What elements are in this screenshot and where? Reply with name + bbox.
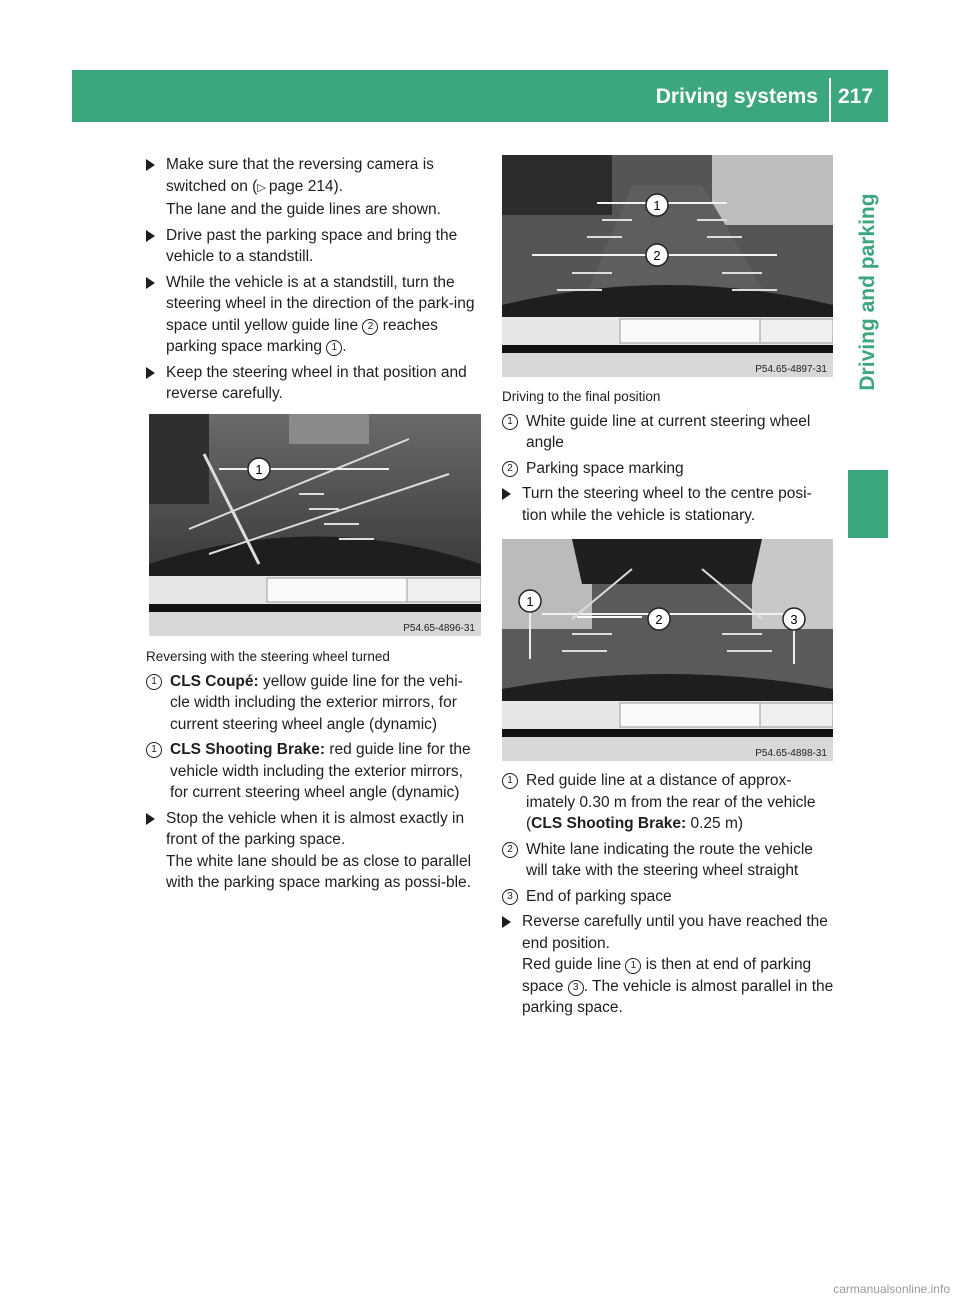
right-column-lower — [502, 770, 836, 1023]
image-marker: 1 — [653, 198, 661, 213]
step-item: Stop the vehicle when it is almost exactly in front of the parking space. The white lane should be as close to parallel with the parking space marking as possi-ble. — [146, 808, 482, 894]
step-item: Reverse carefully until you have reached the end position. Red guide line 1 is then at end of parking space 3 . The vehicle is almost parallel in the parking space. — [502, 911, 836, 1019]
arrow-icon — [146, 159, 155, 171]
arrow-icon — [146, 230, 155, 242]
number-marker: 1 — [625, 958, 641, 974]
number-marker: 1 — [146, 742, 162, 758]
number-marker: 1 — [146, 674, 162, 690]
left-column-lower — [146, 646, 482, 898]
chapter-tab — [848, 470, 888, 538]
camera-image-1 — [149, 414, 481, 636]
chapter-sidebar — [848, 122, 888, 462]
legend-item: 2 White lane indicating the route the vehicle will take with the steering wheel straight — [502, 839, 836, 882]
step-item: While the vehicle is at a standstill, turn the steering wheel in the direction of the park-ing space until yellow guide line 2 reaches parking space marking 1 . — [146, 272, 480, 358]
number-marker: 1 — [502, 773, 518, 789]
chapter-title: Driving and parking — [856, 193, 879, 391]
figure-caption: Driving to the final position — [502, 389, 661, 404]
arrow-icon — [146, 277, 155, 289]
step-item: Turn the steering wheel to the centre posi-tion while the vehicle is stationary. — [502, 483, 835, 526]
image-marker: 2 — [655, 612, 663, 627]
page-header — [72, 70, 888, 122]
section-title: Driving systems — [655, 85, 818, 108]
right-column — [502, 386, 835, 530]
legend-item: 2 Parking space marking — [502, 458, 835, 480]
left-column — [146, 154, 480, 409]
page-ref-icon: ▷ — [257, 181, 266, 194]
image-marker: 1 — [255, 462, 263, 477]
image-marker: 2 — [653, 248, 661, 263]
step-item: Drive past the parking space and bring the vehicle to a standstill. — [146, 225, 480, 268]
legend-item: 1 Red guide line at a distance of approx-imately 0.30 m from the rear of the vehicle (CLS Shooting Brake: 0.25 m) — [502, 770, 836, 835]
arrow-icon — [502, 916, 511, 928]
legend-item: 1 White guide line at current steering wheel angle — [502, 411, 835, 454]
image-code: P54.65-4897-31 — [755, 364, 827, 375]
step-item: Make sure that the reversing camera is switched on (▷ page 214). The lane and the guide lines are shown. — [146, 154, 480, 221]
watermark: carmanualsonline.info — [833, 1282, 950, 1296]
number-marker: 2 — [362, 319, 378, 335]
image-code: P54.65-4898-31 — [755, 748, 827, 759]
number-marker: 2 — [502, 461, 518, 477]
step-item: Keep the steering wheel in that position and reverse carefully. — [146, 362, 480, 405]
arrow-icon — [146, 367, 155, 379]
image-marker: 1 — [526, 594, 534, 609]
legend-item: 1 CLS Coupé: yellow guide line for the vehi-cle width including the exterior mirrors, for current steering wheel angle (dynamic) — [146, 671, 482, 736]
arrow-icon — [502, 488, 511, 500]
number-marker: 1 — [502, 414, 518, 430]
camera-image-2 — [502, 155, 833, 377]
arrow-icon — [146, 813, 155, 825]
image-marker: 3 — [790, 612, 798, 627]
page-number: 217 — [838, 85, 874, 108]
number-marker: 2 — [502, 842, 518, 858]
camera-image-3 — [502, 539, 833, 761]
header-separator — [829, 78, 831, 122]
figure-caption: Reversing with the steering wheel turned — [146, 649, 390, 664]
number-marker: 3 — [568, 980, 584, 996]
number-marker: 1 — [326, 340, 342, 356]
legend-item: 1 CLS Shooting Brake: red guide line for the vehicle width including the exterior mirrors, for current steering wheel angle (dynamic) — [146, 739, 482, 804]
number-marker: 3 — [502, 889, 518, 905]
image-code: P54.65-4896-31 — [403, 623, 475, 634]
legend-item: 3 End of parking space — [502, 886, 836, 908]
